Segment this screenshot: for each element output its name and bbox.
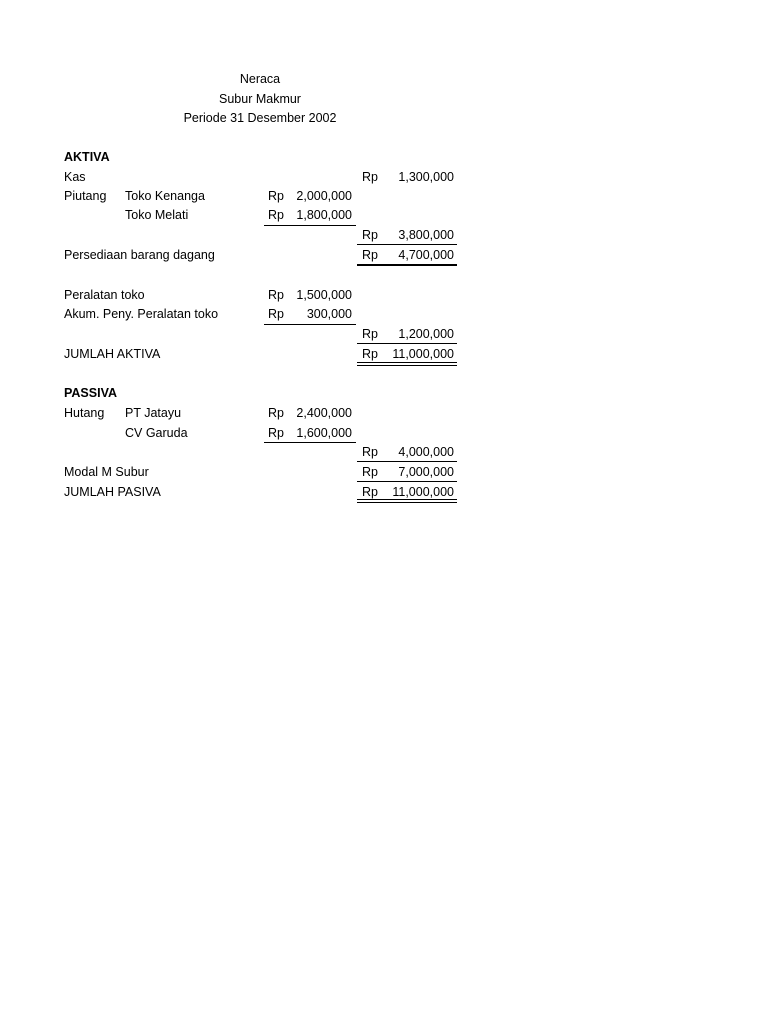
passiva-heading: PASSIVA: [64, 386, 118, 400]
subtotal-rule: [264, 324, 356, 325]
jumlah-aktiva-currency: Rp: [362, 347, 378, 361]
peralatan-currency: Rp: [268, 288, 284, 302]
piutang-item-name: Toko Kenanga: [125, 189, 205, 203]
piutang-total-currency: Rp: [362, 228, 378, 242]
hutang-item-amount: 2,400,000: [296, 406, 352, 420]
jumlah-pasiva-currency: Rp: [362, 485, 378, 499]
persediaan-currency: Rp: [362, 248, 378, 262]
total-rule: [357, 461, 457, 462]
total-rule: [357, 264, 457, 266]
hutang-item-name: PT Jatayu: [125, 406, 182, 420]
hutang-item-name: CV Garuda: [125, 426, 188, 440]
piutang-item-name: Toko Melati: [125, 208, 189, 222]
total-rule: [357, 343, 457, 344]
hutang-item-currency: Rp: [268, 406, 284, 420]
subtotal-rule: [264, 225, 356, 226]
aktiva-heading: AKTIVA: [64, 150, 110, 164]
hutang-total-currency: Rp: [362, 445, 378, 459]
peralatan-amount: 1,500,000: [296, 288, 352, 302]
piutang-total: 3,800,000: [398, 228, 454, 242]
modal-total: 7,000,000: [398, 465, 454, 479]
peralatan-net: 1,200,000: [398, 327, 454, 341]
kas-total: 1,300,000: [398, 170, 454, 184]
kas-label: Kas: [64, 170, 86, 184]
jumlah-aktiva-label: JUMLAH AKTIVA: [64, 347, 161, 361]
piutang-item-amount: 1,800,000: [296, 208, 352, 222]
report-period: Periode 31 Desember 2002: [183, 111, 337, 125]
subtotal-rule: [264, 442, 356, 443]
persediaan-total: 4,700,000: [398, 248, 454, 262]
company-name: Subur Makmur: [219, 92, 301, 106]
jumlah-pasiva-total: 11,000,000: [392, 485, 454, 499]
piutang-item-currency: Rp: [268, 189, 284, 203]
modal-label: Modal M Subur: [64, 465, 149, 479]
persediaan-label: Persediaan barang dagang: [64, 248, 215, 262]
akum-label: Akum. Peny. Peralatan toko: [64, 307, 219, 321]
total-rule: [357, 481, 457, 482]
piutang-item-currency: Rp: [268, 208, 284, 222]
report-title: Neraca: [239, 72, 281, 86]
peralatan-label: Peralatan toko: [64, 288, 145, 302]
double-total-rule: [357, 362, 457, 366]
piutang-label: Piutang: [64, 189, 107, 203]
hutang-total: 4,000,000: [398, 445, 454, 459]
peralatan-net-currency: Rp: [362, 327, 378, 341]
akum-amount: 300,000: [306, 307, 352, 321]
hutang-item-currency: Rp: [268, 426, 284, 440]
piutang-item-amount: 2,000,000: [296, 189, 352, 203]
modal-currency: Rp: [362, 465, 378, 479]
hutang-item-amount: 1,600,000: [296, 426, 352, 440]
hutang-label: Hutang: [64, 406, 105, 420]
total-rule: [357, 244, 457, 245]
jumlah-aktiva-total: 11,000,000: [392, 347, 454, 361]
kas-currency: Rp: [362, 170, 378, 184]
akum-currency: Rp: [268, 307, 284, 321]
jumlah-pasiva-label: JUMLAH PASIVA: [64, 485, 161, 499]
double-total-rule: [357, 499, 457, 503]
